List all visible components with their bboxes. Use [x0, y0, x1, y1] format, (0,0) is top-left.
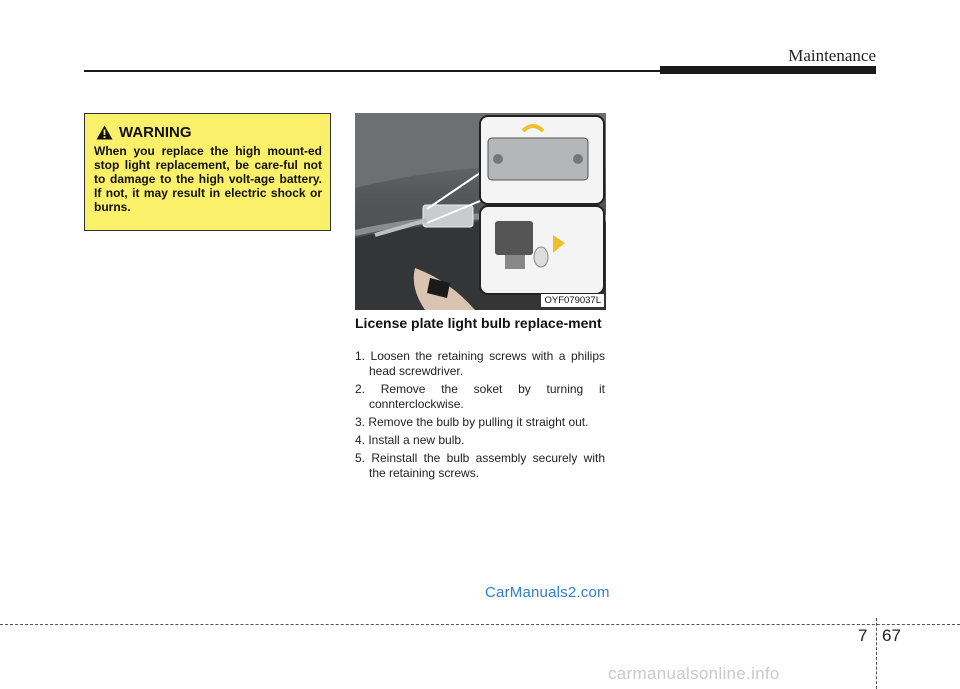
- warning-box: [84, 113, 331, 231]
- warning-header: [96, 124, 322, 141]
- warning-triangle-icon: [96, 125, 113, 140]
- header-rule-thick: [660, 66, 876, 74]
- footer-dashed-divider: [876, 618, 877, 689]
- watermark-link[interactable]: CarManuals2.com: [485, 584, 610, 601]
- procedure-heading: License plate light bulb replace-ment: [355, 315, 602, 331]
- footer-dashed-rule: [0, 624, 960, 625]
- procedure-step: 2. Remove the soket by turning it connterclockwise.: [355, 382, 605, 411]
- figure-illustration: [355, 113, 606, 310]
- chapter-number: 7: [858, 626, 868, 645]
- procedure-step: 5. Reinstall the bulb assembly securely with the retaining screws.: [355, 451, 605, 480]
- procedure-step: 4. Install a new bulb.: [355, 433, 465, 447]
- warning-text: When you replace the high mount-ed stop light replacement, be care-ful not to damage to the high volt-age battery. If not, it may result in electric shock or burns.: [94, 144, 322, 214]
- procedure-step: 1. Loosen the retaining screws with a philips head screwdriver.: [355, 349, 605, 378]
- figure-code: OYF079037L: [541, 294, 604, 307]
- section-title: Maintenance: [788, 46, 876, 65]
- page-number: 67: [882, 626, 901, 645]
- license-plate-light-figure: [355, 113, 606, 310]
- header-rule-thin: [84, 70, 660, 72]
- procedure-step: 3. Remove the bulb by pulling it straight out.: [355, 415, 589, 429]
- footer-site-watermark: carmanualsonline.info: [608, 664, 780, 683]
- warning-title: WARNING: [119, 124, 192, 141]
- procedure-steps: [355, 349, 605, 484]
